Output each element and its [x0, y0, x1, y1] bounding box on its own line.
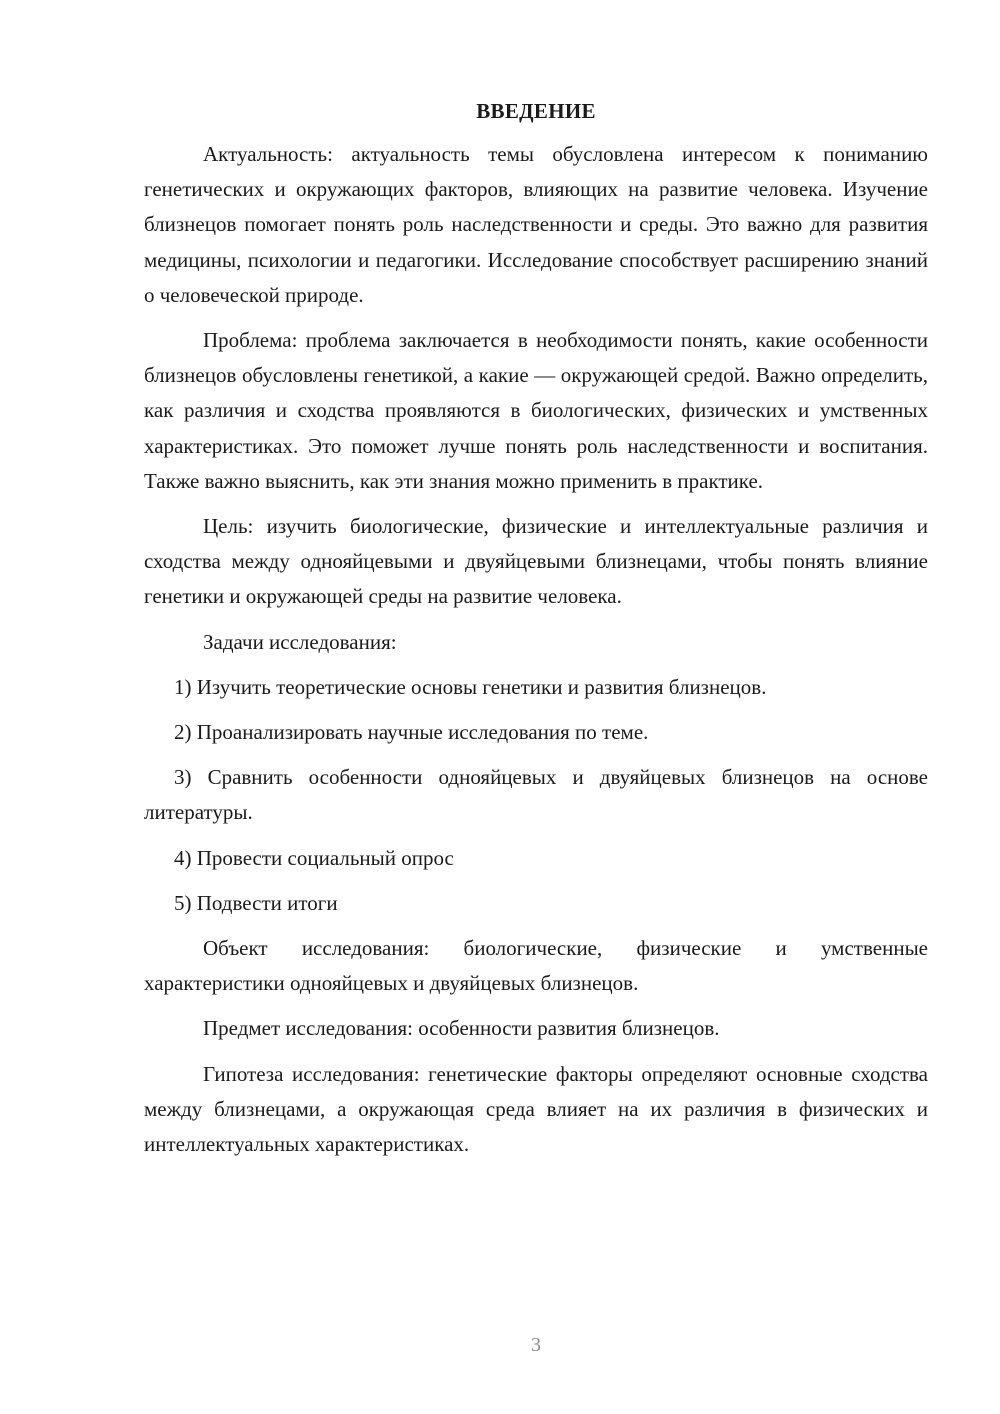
- list-item: 4) Провести социальный опрос: [174, 845, 454, 870]
- paragraph-hypothesis: Гипотеза исследования: генетические факторы определяют основные сходства между близнецами, а окружающая среда влияет на их различия в физических и интеллектуальных характеристиках.: [144, 1061, 928, 1157]
- list-item: 2) Проанализировать научные исследования по теме.: [174, 720, 649, 745]
- document-body: [144, 95, 928, 1172]
- paragraph-problem: Проблема: проблема заключается в необходимости понять, какие особенности близнецов обусловлены генетикой, а какие — окружающей средой. Важно определить, как различия и сходства проявляются в биологических, физических и умственных характеристиках. Это поможет лучше понять роль наследственности и воспитания. Также важно выяснить, как эти знания можно применить в практике.: [144, 328, 928, 493]
- paragraph-relevance: Актуальность: актуальность темы обусловлена интересом к пониманию генетических и окружающих факторов, влияющих на развитие человека. Изучение близнецов помогает понять роль наследственности и среды. Это важно для развития медицины, психологии и педагогики. Исследование способствует расширению знаний о человеческой природе.: [144, 142, 928, 307]
- page-title: ВВЕДЕНИЕ: [476, 99, 596, 123]
- paragraph-object: Объект исследования: биологические, физические и умственные характеристики однояйцевых и двуяйцевых близнецов.: [144, 936, 928, 996]
- list-item: 1) Изучить теоретические основы генетики и развития близнецов.: [174, 674, 767, 699]
- tasks-heading: Задачи исследования:: [203, 629, 397, 654]
- page-number: 3: [531, 1334, 541, 1356]
- tasks-list: [144, 670, 928, 921]
- paragraph-goal: Цель: изучить биологические, физические и интеллектуальные различия и сходства между однояйцевыми и двуяйцевыми близнецами, чтобы понять влияние генетики и окружающей среды на развитие человека.: [144, 514, 928, 609]
- paragraph-subject: Предмет исследования: особенности развития близнецов.: [203, 1016, 720, 1041]
- list-item: 3) Сравнить особенности однояйцевых и двуяйцевых близнецов на основе литературы.: [144, 765, 928, 825]
- list-item: 5) Подвести итоги: [174, 890, 338, 915]
